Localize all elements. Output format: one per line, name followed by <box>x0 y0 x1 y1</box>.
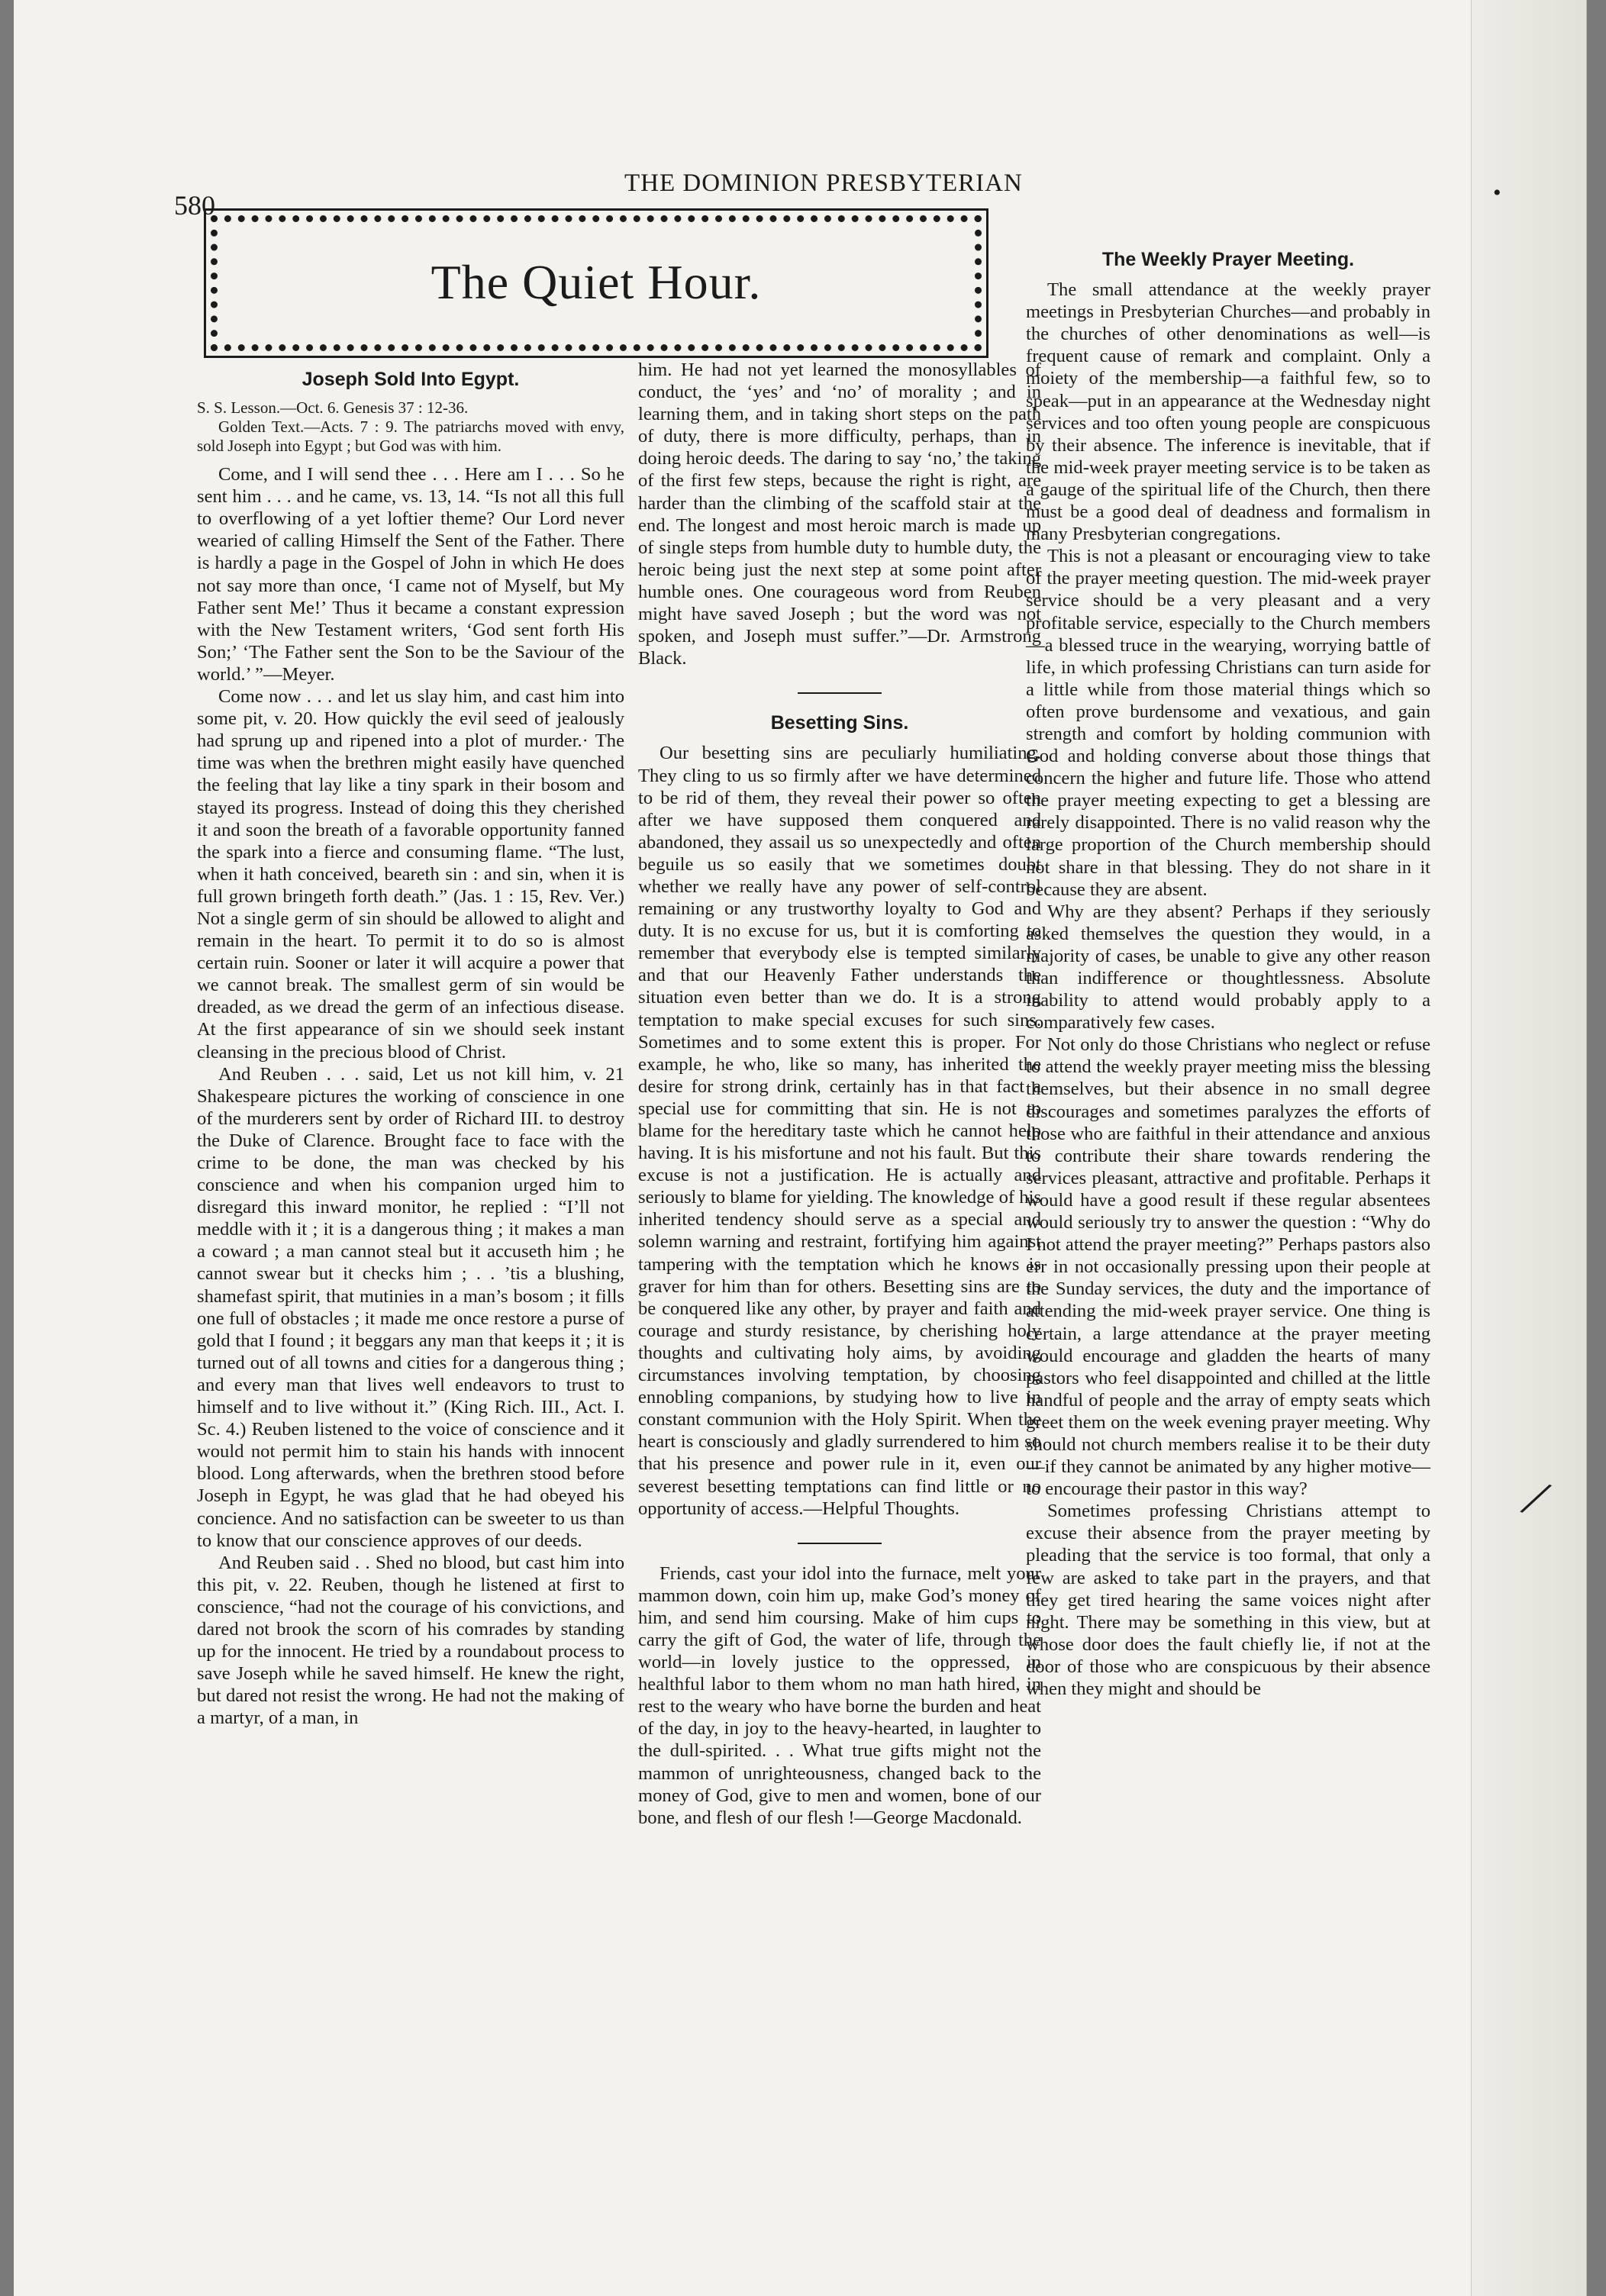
continuation-text: him. He had not yet learned the monosyllables of conduct, the ‘yes’ and ‘no’ of morality ; and in learning them, and in taking short steps on the path of duty, there is more difficulty, perhaps, than in doing heroic deeds. The daring to say ‘no,’ the taking of the first few steps, because the right is right, are harder than the climbing of the scaffold stair at the end. The longest and most heroic march is made up of single steps from humble duty to humble duty, the heroic being just the next step at some point after humble ones. One courageous word from Reuben might have saved Joseph ; but the word was not spoken, and Joseph must suffer.”—Dr. Armstrong Black. <box>638 360 1041 669</box>
divider <box>798 692 882 694</box>
masthead: THE DOMINION PRESBYTERIAN <box>624 169 1023 197</box>
paragraph: Why are they absent? Perhaps if they seriously asked themselves the question they would, in a majority of cases, be unable to give any other reason than indifference or thoughtlessness. Absolute inability to attend would probably apply to a comparatively few cases. <box>1026 901 1430 1034</box>
column-left <box>197 363 624 1729</box>
page-number: 580 <box>174 190 215 221</box>
page-sheet <box>14 0 1587 2296</box>
article-heading-joseph: Joseph Sold Into Egypt. <box>302 369 520 390</box>
article-heading-besetting: Besetting Sins. <box>770 712 909 734</box>
lesson-line: S. S. Lesson.—Oct. 6. Genesis 37 : 12-36. <box>197 398 469 418</box>
paragraph: And Reuben . . . said, Let us not kill him, v. 21 Shakespeare pictures the working of conscience in one of the murderers sent by order of Richard III. to destroy the Duke of Clarence. Brought face to face with the crime to be done, the man was checked by his conscience and when his companion urged him to disregard this inward monitor, he replied : “I’ll not meddle with it ; it is a dangerous thing ; it makes a man a coward ; a man cannot steal but it accuseth him ; he cannot swear but it checks him ; . . ’tis a blushing, shamefast spirit, that mutinies in a man’s bosom ; it fills one full of obstacles ; it made me once restore a purse of gold that I found ; it beggars any man that keeps it ; it is turned out of all towns and cities for a dangerous thing ; and every man that lives well endeavors to trust to himself and to live without it.” (King Rich. III., Act. I. Sc. 4.) Reuben listened to the voice of conscience and it would not permit him to stain his hands with innocent blood. Long afterwards, when the brethren stood before Joseph in Egypt, he was glad that he had obeyed his concience. And no satisfaction can be sweeter to us than to know that our conscience approves of our deeds. <box>197 1063 624 1551</box>
paragraph: Friends, cast your idol into the furnace, melt your mammon down, coin him up, make God’s money of him, and send him coursing. Make of him cups to carry the gift of God, the water of life, through the world—in lovely justice to the oppressed, in healthful labor to them whom no man hath hired, in rest to the weary who have borne the burden and heat of the day, in joy to the heavy-hearted, in laughter to the dull-spirited. . . What true gifts might not the mammon of unrighteousness, changed back to the money of God, give to men and women, bone of our bone, and flesh of our flesh !—George Macdonald. <box>638 1562 1041 1828</box>
golden-text: Golden Text.—Acts. 7 : 9. The patriarchs moved with envy, sold Joseph into Egypt ; but God was with him. <box>197 418 624 456</box>
margin-dot: • <box>1493 180 1501 205</box>
ink-mark: ╱ <box>1521 1479 1551 1518</box>
paragraph: This is not a pleasant or encouraging view to take of the prayer meeting question. The mid-week prayer service should be a very pleasant and a very profitable service, especially to the Church members—a blessed truce in the wearying, worrying battle of life, in which professing Christians can turn aside for a little while from those material things which so often prove burdensome and vexatious, and gain strength and comfort by holding communion with God and holding converse about those things that concern the higher and future life. Those who attend the prayer meeting expecting to get a blessing are rarely disappointed. There is no valid reason why the large proportion of the Church membership should not share in that blessing. They do not share in it because they are absent. <box>1026 546 1430 900</box>
paragraph: Our besetting sins are peculiarly humiliating. They cling to us so firmly after we have determined to be rid of them, they reveal their power so often after we have supposed them conquered and abandoned, they assail us so unexpectedly and often beguile us so easily that we sometimes doubt whether we really have any power of self-control remaining or any trustworthy loyalty to God and duty. It is no excuse for us, but it is comforting to remember that everybody else is tempted similarly and that our Heavenly Father understands the situation even better than we do. It is a strong temptation to make special excuses for such sins. Sometimes and to some extent this is proper. For example, he who, like so many, has inherited the desire for strong drink, certainly has in that fact a special use for committing that sin. He is not to blame for the hereditary taste which he cannot help having. It is his misfortune and not his fault. But this excuse is not a justification. He is actually and seriously to blame for yielding. The knowledge of his inherited tendency should serve as a special and solemn warning and restraint, fortifying him against tampering with the temptation which he knows is graver for him than for others. Besetting sins are to be conquered like any other, by prayer and faith and courage and sturdy resistance, by cherishing holy thoughts and cultivating holy aims, by avoiding circumstances involving temptation, by choosing ennobling companions, by studying how to live in constant communion with the Holy Spirit. When the heart is consciously and gladly surrendered to him so that his presence and power rule in it, even our severest besetting temptations can find little or no opportunity of access.—Helpful Thoughts. <box>638 743 1041 1519</box>
paragraph: Come, and I will send thee . . . Here am I . . . So he sent him . . . and he came, vs. 13, 14. “Is not all this full to overflowing of a yet loftier theme? Our Lord never wearied of calling Himself the Sent of the Father. There is hardly a page in the Gospel of John in which He does not say more than once, ‘I came not of Myself, but My Father sent Me!’ Thus it became a constant expression with the New Testament writers, ‘God sent forth His Son;’ ‘The Father sent the Son to be the Saviour of the world.’ ”—Meyer. <box>197 464 624 685</box>
banner-title: The Quiet Hour. <box>431 255 762 309</box>
paragraph: Come now . . . and let us slay him, and cast him into some pit, v. 20. How quickly the evil seed of jealously had sprung up and ripened into a plot of murder.· The time was when the brethren might easily have quenched the feeling that lay like a tiny spark in their bosom and stayed its progress. Instead of doing this they cherished it and soon the breath of a favorable opportunity fanned the spark into a fierce and consuming flame. “The lust, when it hath conceived, beareth sin : and sin, when it is full grown bringeth forth death.” (Jas. 1 : 15, Rev. Ver.) Not a single germ of sin should be allowed to alight and remain in the heart. To permit it to do so is almost certain ruin. Sooner or later it will acquire a power that we cannot break. The smallest germ of sin would be dreaded, as we dread the germ of an infectious disease. At the first appearance of sin we should seek instant cleansing in the precious blood of Christ. <box>197 686 624 1063</box>
column-right <box>1026 243 1430 1700</box>
quiet-hour-banner <box>211 215 982 351</box>
paragraph: Sometimes professing Christians attempt to excuse their absence from the prayer meeting by pleading that the service is too formal, that only a few are asked to take part in the prayers, and that they get tired hearing the same voices night after night. There may be something in this view, but at whose door does the fault chiefly lie, if not at the door of those who are conspicuous by their absence when they might and should be <box>1026 1501 1430 1699</box>
divider <box>798 1543 882 1544</box>
paragraph: Not only do those Christians who neglect or refuse to attend the weekly prayer meeting miss the blessing themselves, but their absence in no small degree discourages and sometimes paralyzes the efforts of those who are faithful in their attendance and anxious to contribute their share towards rendering the services pleasant, attractive and profitable. Perhaps it would have a good result if these regular absentees would seriously try to answer the question : “Why do I not attend the prayer meeting?” Perhaps pastors also err in not occasionally pressing upon their people at the Sunday services, the duty and the importance of attending the mid-week prayer service. One thing is certain, a large attendance at the prayer meeting would encourage and gladden the hearts of many pastors who feel disappointed and chilled at the little handful of people and the array of empty seats which greet them on the week evening prayer meeting. Why should not church members realise it to be their duty—if they cannot be animated by any higher motive—to encourage their pastor in this way? <box>1026 1034 1430 1500</box>
column-middle <box>638 359 1041 1829</box>
paragraph: The small attendance at the weekly prayer meetings in Presbyterian Churches—and probably in the churches of other denominations as well—is frequent cause of remark and complaint. Only a moiety of the membership—a faithful few, so to speak—put in an appearance at the Wednesday night services and too often young people are conspicuous by their absence. The inference is inevitable, that if the mid-week prayer meeting service is to be taken as a gauge of the spiritual life of the Church, then there must be a good deal of deadness and formalism in many Presbyterian congregations. <box>1026 279 1430 545</box>
paragraph: And Reuben said . . Shed no blood, but cast him into this pit, v. 22. Reuben, though he listened at first to conscience, “had not the courage of his convictions, and dared not brook the scorn of his comrades by standing up for the innocent. He tried by a roundabout process to save Joseph while he saved himself. He knew the right, but dared not resist the wrong. He had not the making of a martyr, of a man, in <box>197 1552 624 1729</box>
page-margin <box>1471 0 1586 2296</box>
article-heading-prayer-meeting: The Weekly Prayer Meeting. <box>1101 249 1355 270</box>
